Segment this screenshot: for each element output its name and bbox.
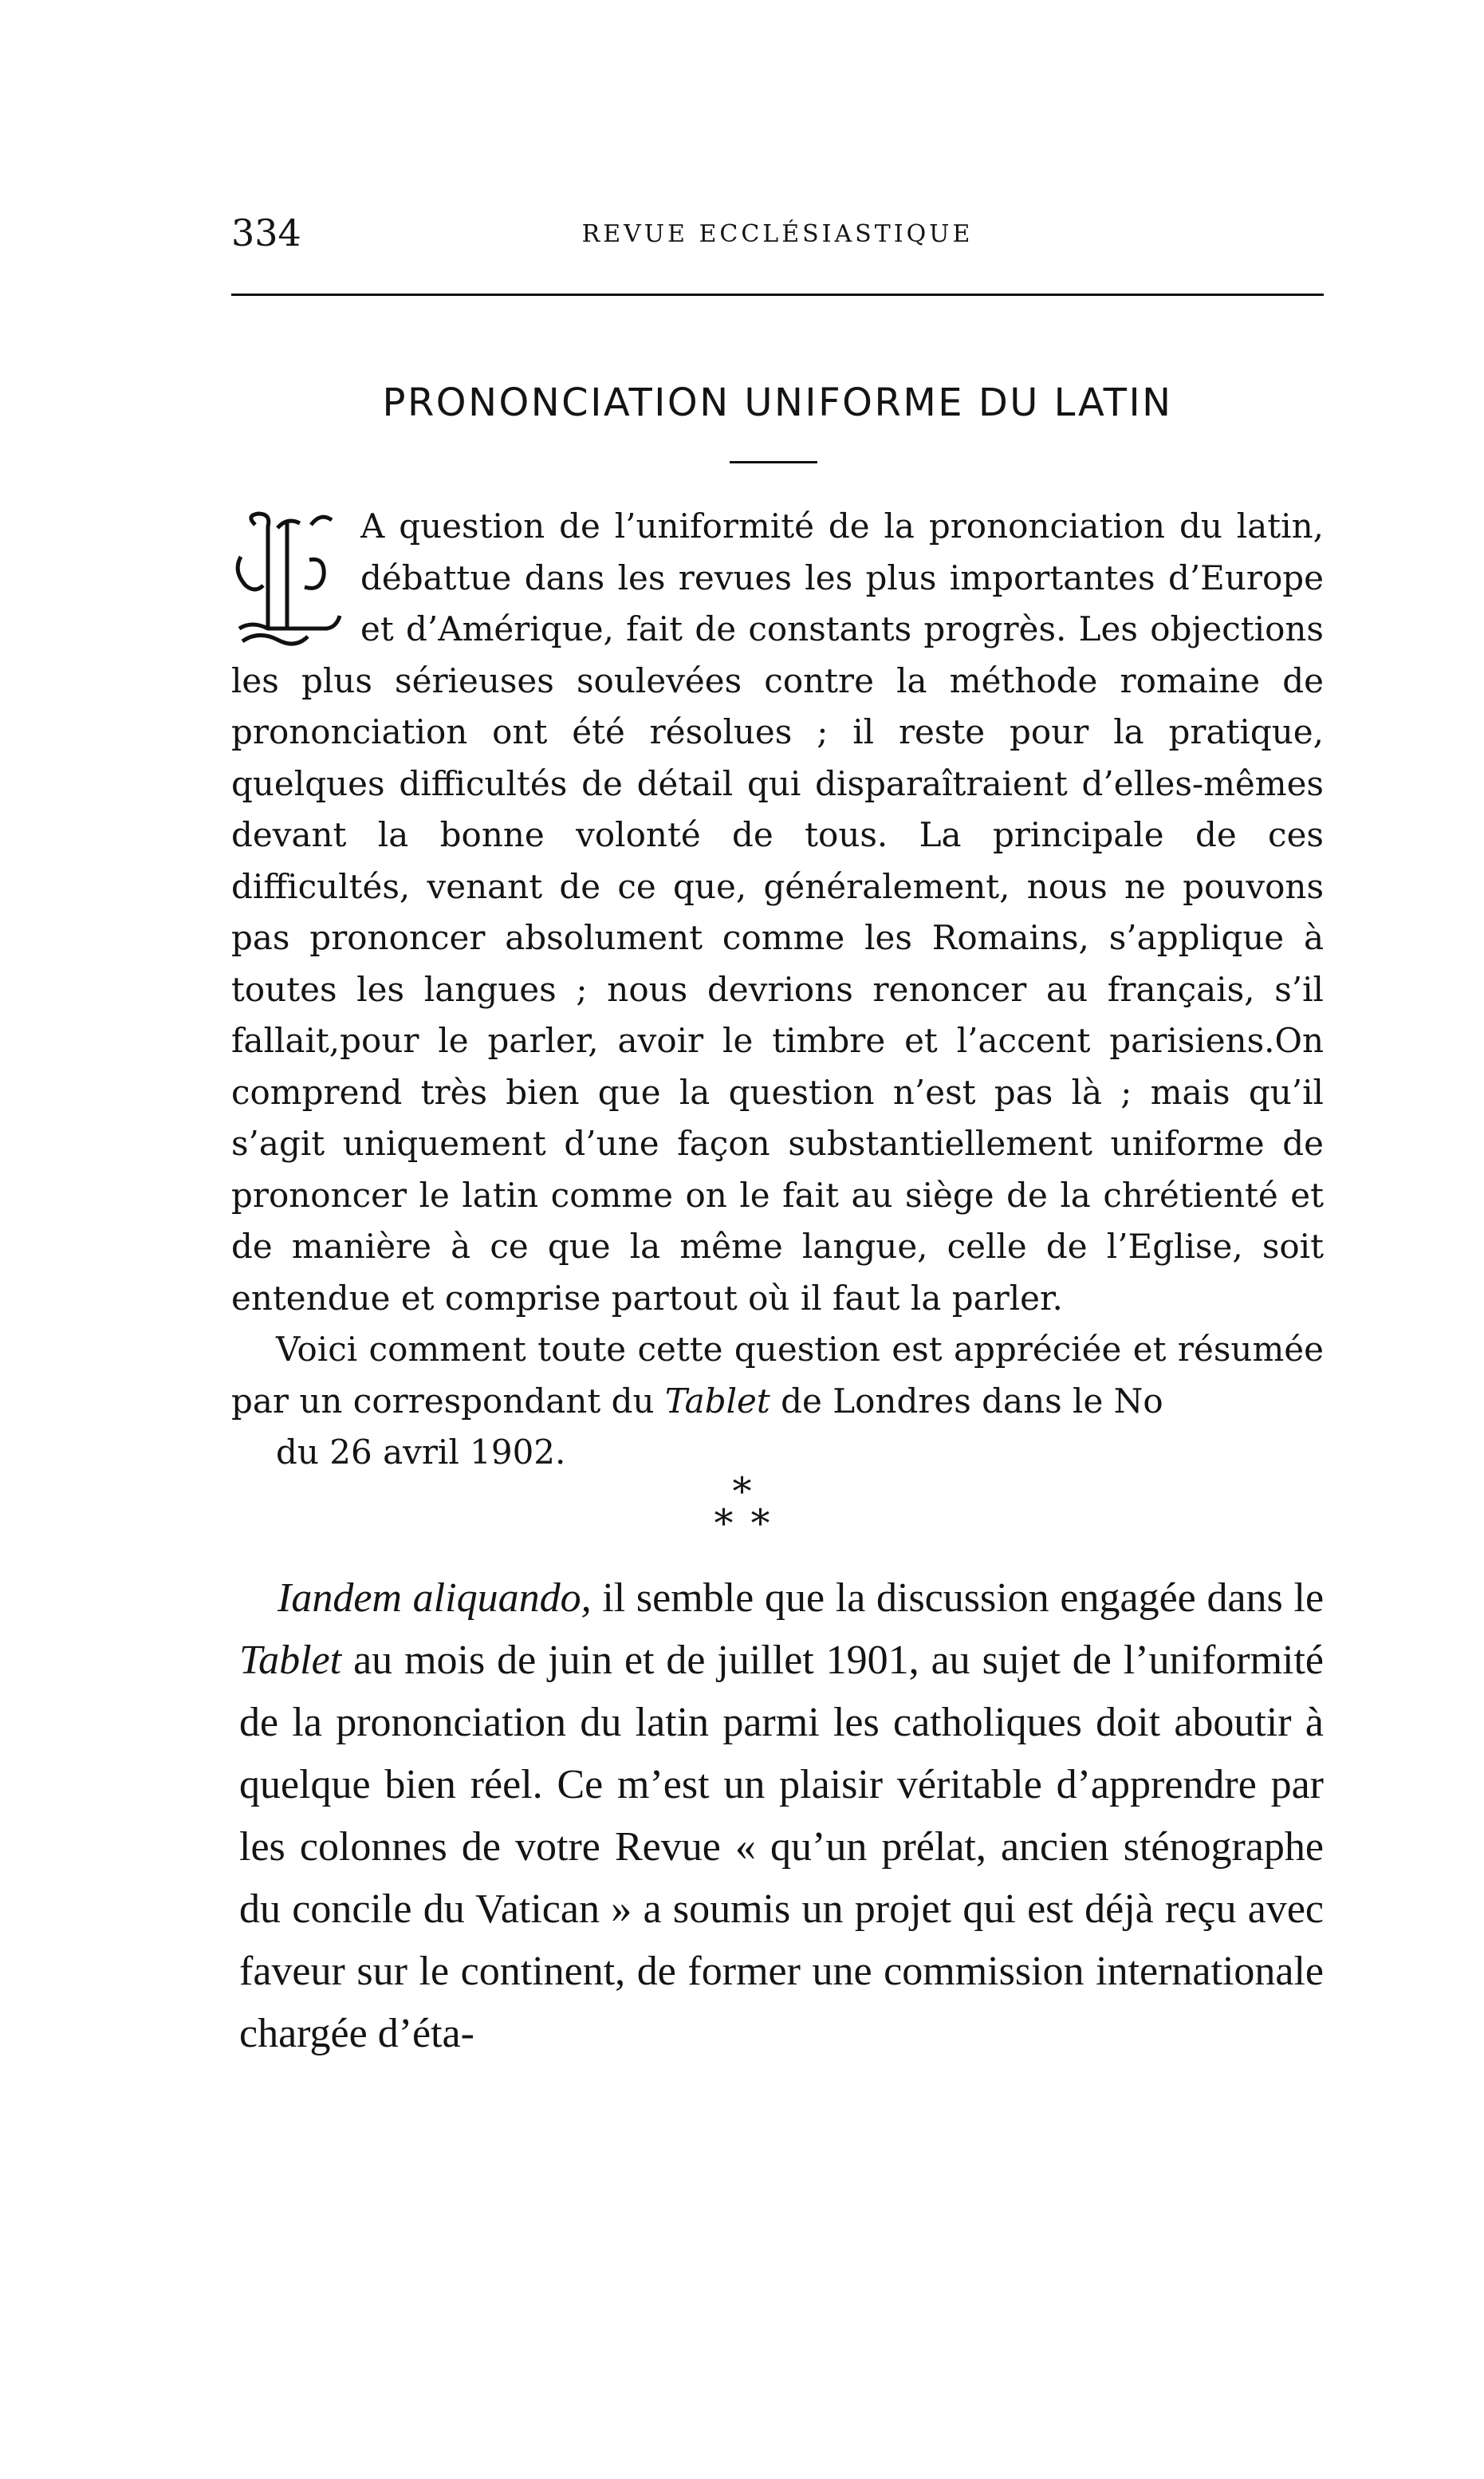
- running-title: REVUE ECCLÉSIASTIQUE: [581, 220, 974, 248]
- para3-a: il semble que la discussion engagée dans le: [602, 1575, 1325, 1621]
- header-rule: [231, 294, 1324, 296]
- para2-start: Voici comment toute cette question est appréciée et résumée par un correspondant du: [231, 1330, 1324, 1421]
- title-divider: [730, 461, 817, 463]
- article-title: PRONONCIATION UNIFORME DU LATIN: [382, 380, 1173, 425]
- paragraph-3: [239, 1567, 1324, 2065]
- ornamental-dropcap-icon: [231, 509, 343, 652]
- journal-title: Tablet: [664, 1381, 770, 1421]
- page-number: 334: [231, 211, 301, 254]
- paragraph-2: [231, 1324, 1324, 1479]
- intro-paragraph: [231, 501, 1324, 1324]
- para2-end: de Londres dans le No: [781, 1381, 1163, 1421]
- running-head: [231, 209, 1324, 257]
- article-body-top: [231, 501, 1324, 1479]
- asterism-separator: [0, 1469, 1484, 1546]
- para3-b: au mois de juin et de juillet 1901, au sujet de l’uniformité de la prononciation du latin parmi les catholiques doit aboutir à quelque bien réel. Ce m’est un plaisir véritable d’apprendre par les colonnes de votre Revue « qu’un prélat, ancien sténographe du concile du Vatican » a soumis un projet qui est déjà reçu avec faveur sur le continent, de former une commission internationale chargée d’éta-: [239, 1638, 1325, 2056]
- asterism-top: *: [732, 1469, 752, 1514]
- asterism-bottom: **: [714, 1501, 788, 1546]
- intro-text: A question de l’uniformité de la prononciation du latin, débattue dans les revues les plus importantes d’Europe et d’Amérique, fait de constants progrès. Les objections les plus sérieuses soulevées contre la méthode romaine de prononciation ont été résolues ; il reste pour la pratique, quelques difficultés de détail qui disparaîtraient d’elles-mêmes devant la bonne volonté de tous. La principale de ces difficultés, venant de ce que, généralement, nous ne pouvons pas prononcer absolument comme les Romains, s’applique à toutes les langues ; nous devrions renoncer au français, s’il fallait,pour le parler, avoir le timbre et l’accent parisiens.On comprend très bien que la question n’est pas là ; mais qu’il s’agit uniquement d’une façon substantiellement uniforme de prononcer le latin comme on le fait au siège de la chrétienté et de manière à ce que la même langue, celle de l’Eglise, soit entendue et comprise partout où il faut la parler.: [231, 506, 1324, 1318]
- article-body-bottom: [239, 1567, 1324, 2065]
- issue-date: du 26 avril 1902.: [276, 1433, 566, 1472]
- journal-title-2: Tablet: [239, 1638, 342, 1683]
- latin-phrase: Iandem aliquando,: [278, 1575, 592, 1621]
